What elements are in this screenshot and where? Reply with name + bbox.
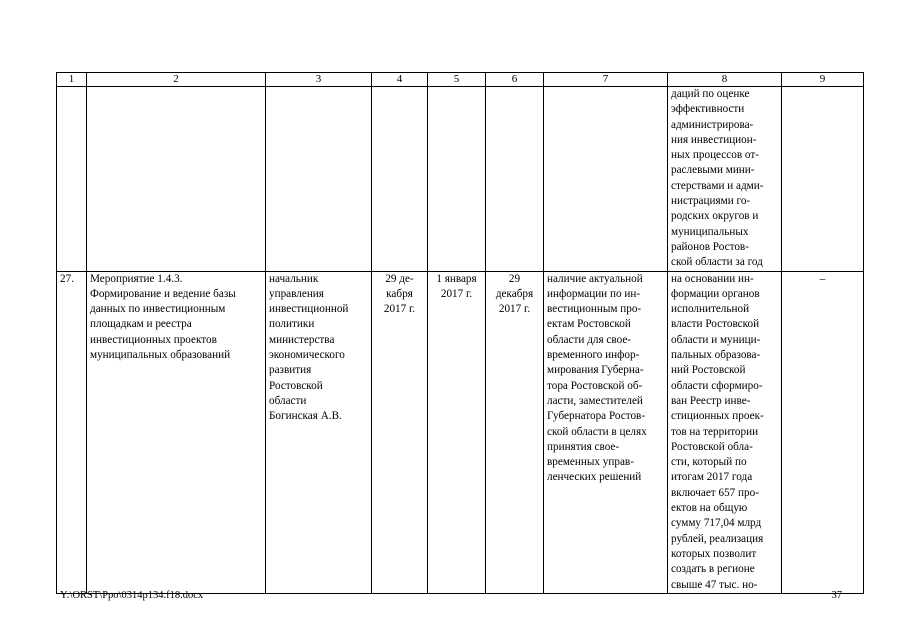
column-number: 6 (486, 73, 544, 87)
column-number: 2 (87, 73, 266, 87)
empty-cell (57, 87, 87, 272)
column-number: 9 (782, 73, 864, 87)
expected-result-cell: наличие актуальной информации по ин- вестиционным про- ектам Ростовской области для свое- временного инфор- мирования Губерна- тора Ростовской об- ласти, заместителей Губернатора Ростов- ской области в целях принятия свое- временных управ- ленческих решений (544, 271, 668, 593)
page-number: 37 (831, 590, 842, 601)
empty-cell (428, 87, 486, 272)
responsible-cell: начальник управления инвестиционной политики министерства экономического развития Ростовской области Богинская А.В. (266, 271, 372, 593)
measures-table (56, 72, 864, 594)
file-path-footer: Y:\ORST\Ppo\0314p134.f18.docx (60, 590, 204, 601)
continuation-info-cell: даций по оценке эффективности администрирова- ния инвестицион- ных процессов от- раслевыми мини- стерствами и адми- нистрациями го- родских округов и муниципальных районов Ростов- ской области за год (668, 87, 782, 272)
measure-name-cell: Мероприятие 1.4.3. Формирование и ведение базы данных по инвестиционным площадкам и реестра инвестиционных проектов муниципальных образований (87, 271, 266, 593)
table-row (57, 271, 864, 593)
column-number: 1 (57, 73, 87, 87)
empty-cell (782, 87, 864, 272)
empty-cell (544, 87, 668, 272)
empty-cell (372, 87, 428, 272)
date-cell: 29 де- кабря 2017 г. (372, 271, 428, 593)
empty-cell (266, 87, 372, 272)
column-number: 7 (544, 73, 668, 87)
start-date-cell: 1 января 2017 г. (428, 271, 486, 593)
column-number: 5 (428, 73, 486, 87)
column-number: 4 (372, 73, 428, 87)
end-date-cell: 29 декабря 2017 г. (486, 271, 544, 593)
empty-cell (486, 87, 544, 272)
continuation-row (57, 87, 864, 272)
implementation-info-cell: на основании ин- формации органов исполнительной власти Ростовской области и муници- пальных образова- ний Ростовской области сформиро- ван Реестр инве- стиционных проек- тов на территории Ростовской обла- сти, который по итогам 2017 года включает 657 про- ектов на общую сумму 717,04 млрд рублей, реализация которых позволит создать в регионе свыше 47 тыс. но- (668, 271, 782, 593)
empty-cell (87, 87, 266, 272)
notes-cell: – (782, 271, 864, 593)
row-number-cell: 27. (57, 271, 87, 593)
column-number: 8 (668, 73, 782, 87)
column-number-row (57, 73, 864, 87)
column-number: 3 (266, 73, 372, 87)
